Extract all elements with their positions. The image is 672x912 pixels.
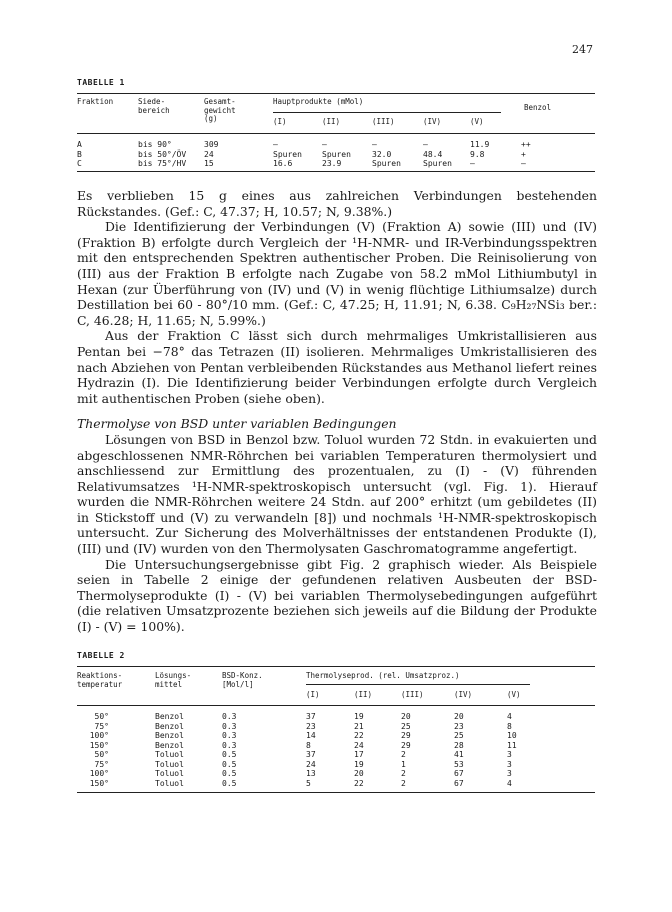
table2-subheader-v: (V)	[507, 690, 521, 699]
table-cell: —	[372, 140, 377, 149]
table-cell: 23.9	[322, 159, 342, 168]
table2-caption: TABELLE 2	[77, 651, 125, 660]
table-cell: bis 50°/ÖV	[138, 149, 187, 159]
table-cell: 23	[454, 721, 464, 731]
table2-body	[77, 712, 595, 788]
table-cell: 19	[354, 712, 364, 721]
table2-header-products: Thermolyseprod. (rel. Umsatzproz.)	[306, 671, 460, 680]
table1-subheader-iv: (IV)	[423, 117, 442, 126]
table-cell: —	[273, 140, 278, 149]
table2-header-conc: BSD-Konz. [Mol/l]	[222, 671, 263, 689]
table-cell: 3	[507, 769, 512, 778]
table-row	[77, 712, 595, 722]
table2-header-solvent: Lösungs- mittel	[155, 671, 192, 689]
table1-subheader-v: (V)	[470, 117, 484, 126]
table-cell: C	[77, 159, 82, 168]
section-heading: Thermolyse von BSD unter variablen Bedingungen	[77, 416, 397, 432]
table-cell: ++	[521, 140, 531, 149]
table-cell: 20	[454, 712, 464, 721]
table-cell: 19	[354, 759, 364, 769]
table-cell: 0.5	[222, 750, 237, 759]
table-cell: Benzol	[155, 721, 184, 731]
table-cell: 29	[401, 740, 411, 750]
table-cell: Spuren	[372, 159, 401, 168]
table-cell: 24	[204, 149, 214, 159]
table-row	[77, 769, 595, 779]
table-cell: 67	[454, 778, 464, 788]
table-cell: 13	[306, 769, 316, 778]
table-cell: 41	[454, 750, 464, 759]
table-cell: Toluol	[155, 769, 184, 778]
table1-header-benzol: Benzol	[524, 103, 552, 112]
table1-header-siedebereich: Siede- bereich	[138, 97, 170, 115]
table-cell: 0.3	[222, 731, 237, 740]
table1-subheader-iii: (III)	[372, 117, 395, 126]
table-cell: 75°	[94, 759, 109, 769]
table-cell: Spuren	[423, 159, 452, 168]
table2-subheader-iii: (III)	[401, 690, 424, 699]
table2-subheader-ii: (II)	[354, 690, 373, 699]
table-cell: 4	[507, 778, 512, 788]
table1-subheader-rule	[273, 112, 501, 113]
table-cell: 4	[507, 712, 512, 721]
table2-subheader-i: (I)	[306, 690, 320, 699]
table-cell: 23	[306, 721, 316, 731]
table-cell: 8	[507, 721, 512, 731]
table2-header-temp: Reaktions- temperatur	[77, 671, 123, 689]
table-cell: 0.3	[222, 712, 237, 721]
table1-bottom-rule	[77, 171, 595, 172]
table-cell: 100°	[89, 731, 109, 740]
table-cell: 48.4	[423, 149, 443, 159]
table-cell: 37	[306, 750, 316, 759]
table-cell: 100°	[89, 769, 109, 778]
paragraph-1: Es verblieben 15 g eines aus zahlreichen Verbindungen bestehenden Rückstandes. (Gef.: C, 47.37; H, 10.57; N, 9.38%.)	[77, 188, 597, 219]
table-cell: 22	[354, 731, 364, 740]
table-cell: 53	[454, 759, 464, 769]
paragraph-3: Aus der Fraktion C lässt sich durch mehrmaliges Umkristallisieren aus Pentan bei −78° das Tetrazen (II) isolieren. Mehrmaliges Umkristallisieren des nach Abziehen von Pentan verbleibenden Rückstandes aus Methanol liefert reines Hydrazin (I). Die Identifizierung beider Verbindungen erfolgte durch Vergleich mit authentischen Proben (siehe oben).	[77, 328, 597, 406]
table2-subheader-iv: (IV)	[454, 690, 473, 699]
table-cell: Spuren	[273, 149, 302, 159]
table-cell: 150°	[89, 740, 109, 750]
table-cell: Toluol	[155, 778, 184, 788]
table1-subheader-i: (I)	[273, 117, 287, 126]
table-cell: 37	[306, 712, 316, 721]
page-number: 247	[572, 43, 593, 56]
table-cell: 29	[401, 731, 411, 740]
table-cell: Toluol	[155, 750, 184, 759]
table-cell: 50°	[94, 712, 109, 721]
table-cell: 0.5	[222, 778, 237, 788]
table-row	[77, 150, 595, 160]
table-cell: 2	[401, 750, 406, 759]
table1-rows	[77, 140, 595, 169]
table-cell: 11.9	[470, 140, 490, 149]
table1-header-gesamtgewicht: Gesamt- gewicht (g)	[204, 97, 236, 123]
table-cell: 75°	[94, 721, 109, 731]
table-cell: 20	[354, 769, 364, 778]
table-row	[77, 731, 595, 741]
table-row	[77, 741, 595, 751]
table-cell: 9.8	[470, 149, 485, 159]
table-cell: 2	[401, 769, 406, 778]
table-cell: 28	[454, 740, 464, 750]
table-cell: 67	[454, 769, 464, 778]
table-cell: 25	[401, 721, 411, 731]
table-cell: 3	[507, 759, 512, 769]
table-cell: Toluol	[155, 759, 184, 769]
table-cell: bis 90°	[138, 140, 172, 149]
table-cell: 0.5	[222, 759, 237, 769]
table-cell: 24	[306, 759, 316, 769]
table-cell: 1	[401, 759, 406, 769]
table1-header-fraktion: Fraktion	[77, 97, 114, 106]
table-cell: Benzol	[155, 731, 184, 740]
table-cell: —	[322, 140, 327, 149]
table-cell: A	[77, 140, 82, 149]
table-cell: 20	[401, 712, 411, 721]
table1-subheader-ii: (II)	[322, 117, 341, 126]
table-cell: Spuren	[322, 149, 351, 159]
table-cell: 0.3	[222, 721, 237, 731]
table-row	[77, 722, 595, 732]
table-row	[77, 779, 595, 789]
table1-header-hauptprodukte: Hauptprodukte (mMol)	[273, 97, 364, 106]
table-cell: 10	[507, 731, 517, 740]
table-row	[77, 750, 595, 760]
table-cell: 8	[306, 740, 311, 750]
table-cell: 11	[507, 740, 517, 750]
table-row	[77, 159, 595, 169]
table-cell: 21	[354, 721, 364, 731]
paragraph-4: Lösungen von BSD in Benzol bzw. Toluol wurden 72 Stdn. in evakuierten und abgeschlossenen NMR-Röhrchen bei variablen Temperaturen thermolysiert und anschliessend zur Ermittlung des prozentualen, zu (I) - (V) führenden Relativumsatzes ¹H-NMR-spektroskopisch untersucht (vgl. Fig. 1). Hierauf wurden die NMR-Röhrchen weitere 24 Stdn. auf 200° erhitzt (um gebildetes (II) in Stickstoff und (V) zu verwandeln [8]) und nochmals ¹H-NMR-spektroskopisch untersucht. Zur Sicherung des Molverhältnisses der entstandenen Produkte (I), (III) und (IV) wurden von den Thermolysaten Gaschromatogramme angefertigt.	[77, 431, 597, 557]
table-cell: B	[77, 149, 82, 159]
table-cell: 5	[306, 778, 311, 788]
table-cell: 14	[306, 731, 316, 740]
table-cell: 0.3	[222, 740, 237, 750]
table-row	[77, 140, 595, 150]
table-cell: 17	[354, 750, 364, 759]
table-cell: 3	[507, 750, 512, 759]
table-cell: 15	[204, 159, 214, 168]
table-cell: 150°	[89, 778, 109, 788]
table-cell: —	[470, 159, 475, 168]
body-text	[77, 188, 597, 635]
table-cell: —	[521, 159, 526, 168]
table-cell: 0.5	[222, 769, 237, 778]
table1-top-rule	[77, 93, 595, 94]
table-cell: 309	[204, 140, 219, 149]
table-cell: —	[423, 140, 428, 149]
table2-header-rule	[77, 705, 595, 706]
table1-header-rule	[77, 133, 595, 134]
table2-subheader-rule	[306, 684, 530, 685]
table-cell: 16.6	[273, 159, 293, 168]
table-cell: 32.0	[372, 149, 392, 159]
table-cell: 50°	[94, 750, 109, 759]
table-row	[77, 760, 595, 770]
table-cell: Benzol	[155, 740, 184, 750]
table1-body	[77, 140, 595, 169]
table-cell: 2	[401, 778, 406, 788]
table2-rows	[77, 712, 595, 788]
paragraph-5: Die Untersuchungsergebnisse gibt Fig. 2 graphisch wieder. Als Beispiele seien in Tabelle 2 einige der gefundenen relativen Ausbeuten der BSD-Thermolyseprodukte (I) - (V) bei variablen Thermolysebedingungen aufgeführt (die relativen Umsatzprozente beziehen sich jeweils auf die Bildung der Produkte (I) - (V) = 100%).	[77, 556, 597, 635]
paragraph-2: Die Identifizierung der Verbindungen (V) (Fraktion A) sowie (III) und (IV) (Fraktion B) erfolgte durch Vergleich der ¹H-NMR- und IR-Verbindungsspektren mit den entsprechenden Spektren authentischer Proben. Die Reinisolierung von (III) aus der Fraktion B erfolgte nach Zugabe von 58.2 mMol Lithiumbutyl in Hexan (zur Überführung von (IV) und (V) in wenig flüchtige Lithiumsalze) durch Destillation bei 60 - 80°/10 mm. (Gef.: C, 47.25; H, 11.91; N, 6.38. C₉H₂₇NSi₃ ber.: C, 46.28; H, 11.65; N, 5.99%.)	[77, 219, 597, 328]
table-cell: 25	[454, 731, 464, 740]
table2-top-rule	[77, 666, 595, 667]
table2-bottom-rule	[77, 792, 595, 793]
table-cell: 22	[354, 778, 364, 788]
table-cell: bis 75°/HV	[138, 159, 187, 168]
table-cell: 24	[354, 740, 364, 750]
table-cell: +	[521, 149, 526, 159]
table-cell: Benzol	[155, 712, 184, 721]
table1-caption: TABELLE 1	[77, 78, 125, 87]
